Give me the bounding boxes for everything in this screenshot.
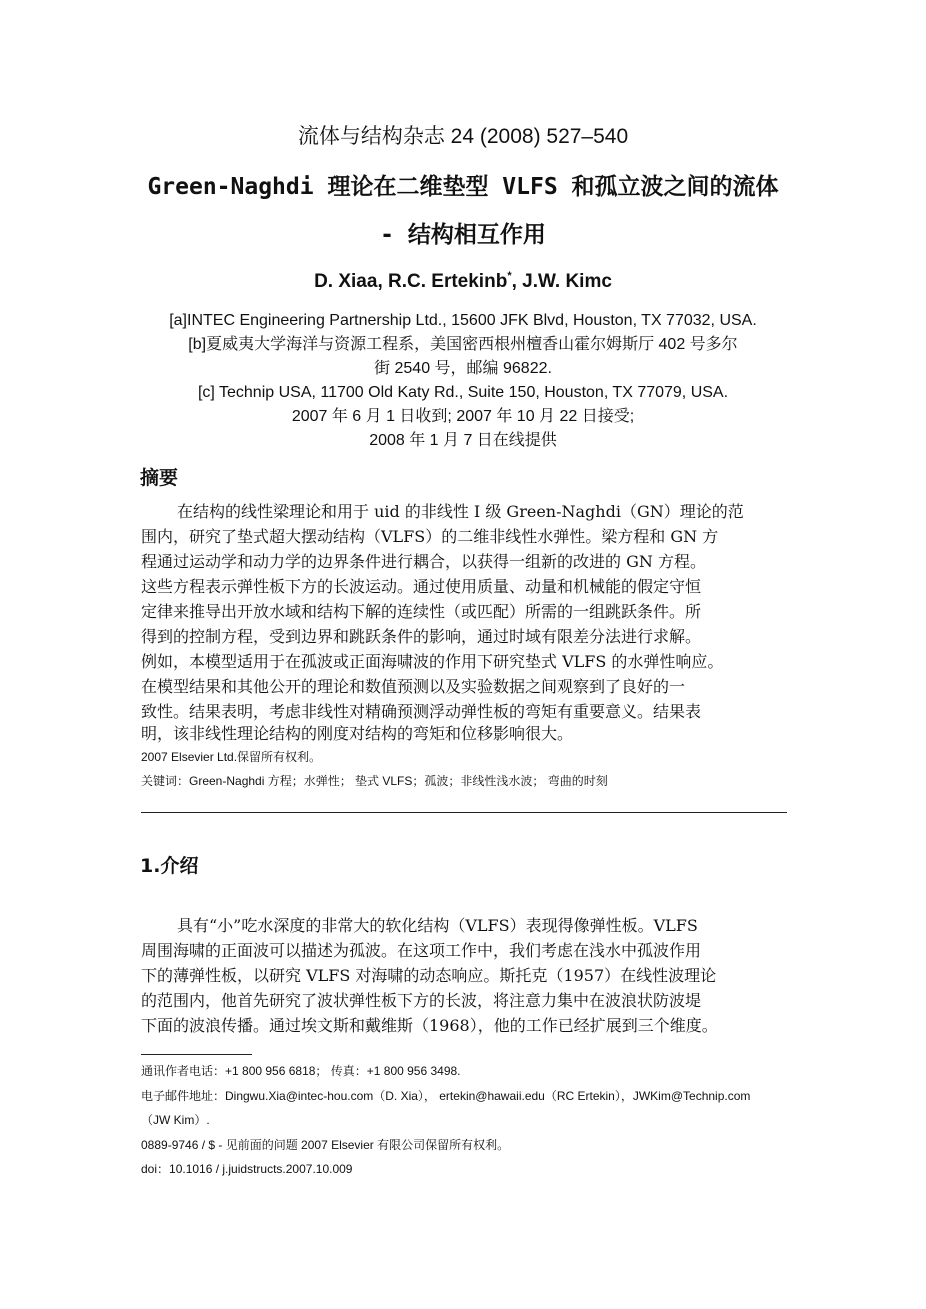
received-accepted-dates: 2007 年 6 月 1 日收到; 2007 年 10 月 22 日接受; xyxy=(291,408,635,425)
authors-part-1: D. Xiaa, R.C. Ertekinb xyxy=(314,271,508,292)
footnote-divider xyxy=(141,1054,252,1055)
abstract-copyright: 2007 Elsevier Ltd.保留所有权利。 xyxy=(141,750,322,764)
footnote-email-line-1: 电子邮件地址：Dingwu.Xia@intec-hou.com（D. Xia）， ertekin@hawaii.edu（RC Ertekin），JWKim@Technip.com xyxy=(141,1089,751,1103)
abstract-line: 明，该非线性理论结构的刚度对结构的弯矩和位移影响很大。 xyxy=(141,724,574,743)
paper-title-line-2: ‐ 结构相互作用 xyxy=(380,222,546,248)
intro-line: 具有“小”吃水深度的非常大的软化结构（VLFS）表现得像弹性板。VLFS xyxy=(177,916,698,935)
online-date: 2008 年 1 月 7 日在线提供 xyxy=(369,432,557,449)
journal-reference: 流体与结构杂志 24 (2008) 527–540 xyxy=(297,125,629,148)
section-divider xyxy=(141,812,787,813)
affiliation-a: [a]INTEC Engineering Partnership Ltd., 15600 JFK Blvd, Houston, TX 77032, USA. xyxy=(169,312,757,329)
footnote-email-line-2: （JW Kim）. xyxy=(141,1113,210,1127)
footnote-issn: 0889-9746 / $ - 见前面的问题 2007 Elsevier 有限公司保留所有权利。 xyxy=(141,1138,510,1152)
affiliation-c: [c] Technip USA, 11700 Old Katy Rd., Suite 150, Houston, TX 77079, USA. xyxy=(197,384,729,401)
keywords: 关键词：Green-Naghdi 方程；水弹性； 垫式 VLFS；孤波；非线性浅水波； 弯曲的时刻 xyxy=(141,774,608,788)
abstract-line: 致性。结果表明，考虑非线性对精确预测浮动弹性板的弯矩有重要意义。结果表 xyxy=(141,702,702,721)
affiliation-b-line-2: 街 2540 号，邮编 96822. xyxy=(374,360,552,377)
abstract-line: 围内，研究了垫式超大摆动结构（VLFS）的二维非线性水弹性。梁方程和 GN 方 xyxy=(141,527,719,546)
abstract-line: 得到的控制方程，受到边界和跳跃条件的影响，通过时域有限差分法进行求解。 xyxy=(141,627,702,646)
intro-line: 周围海啸的正面波可以描述为孤波。在这项工作中，我们考虑在浅水中孤波作用 xyxy=(141,941,702,960)
abstract-heading: 摘要 xyxy=(140,467,179,489)
abstract-line: 例如，本模型适用于在孤波或正面海啸波的作用下研究垫式 VLFS 的水弹性响应。 xyxy=(141,652,724,671)
affiliation-b-line-1: [b]夏威夷大学海洋与资源工程系，美国密西根州檀香山霍尔姆斯厅 402 号多尔 xyxy=(188,336,738,353)
intro-line: 下的薄弹性板，以研究 VLFS 对海啸的动态响应。斯托克（1957）在线性波理论 xyxy=(141,966,717,985)
footnote-doi: doi：10.1016 / j.juidstructs.2007.10.009 xyxy=(141,1162,353,1176)
abstract-line: 这些方程表示弹性板下方的长波运动。通过使用质量、动量和机械能的假定守恒 xyxy=(141,577,702,596)
abstract-line: 定律来推导出开放水域和结构下解的连续性（或匹配）所需的一组跳跃条件。所 xyxy=(141,602,702,621)
authors-part-2: , J.W. Kimc xyxy=(511,271,612,292)
author-list xyxy=(0,268,926,296)
intro-line: 的范围内，他首先研究了波状弹性板下方的长波，将注意力集中在波浪状防波堤 xyxy=(141,991,702,1010)
corresponding-author-mark: * xyxy=(507,270,512,282)
paper-title-line-1: Green‐Naghdi 理论在二维垫型 VLFS 和孤立波之间的流体 xyxy=(147,174,779,200)
introduction-heading: 1.介绍 xyxy=(140,855,199,877)
abstract-line: 在结构的线性梁理论和用于 uid 的非线性 I 级 Green-Naghdi（GN）理论的范 xyxy=(177,502,744,521)
footnote-phone: 通讯作者电话：+1 800 956 6818； 传真：+1 800 956 3498. xyxy=(141,1064,461,1078)
intro-line: 下面的波浪传播。通过埃文斯和戴维斯（1968），他的工作已经扩展到三个维度。 xyxy=(141,1016,718,1035)
abstract-line: 在模型结果和其他公开的理论和数值预测以及实验数据之间观察到了良好的一 xyxy=(141,677,686,696)
abstract-line: 程通过运动学和动力学的边界条件进行耦合，以获得一组新的改进的 GN 方程。 xyxy=(141,552,706,571)
